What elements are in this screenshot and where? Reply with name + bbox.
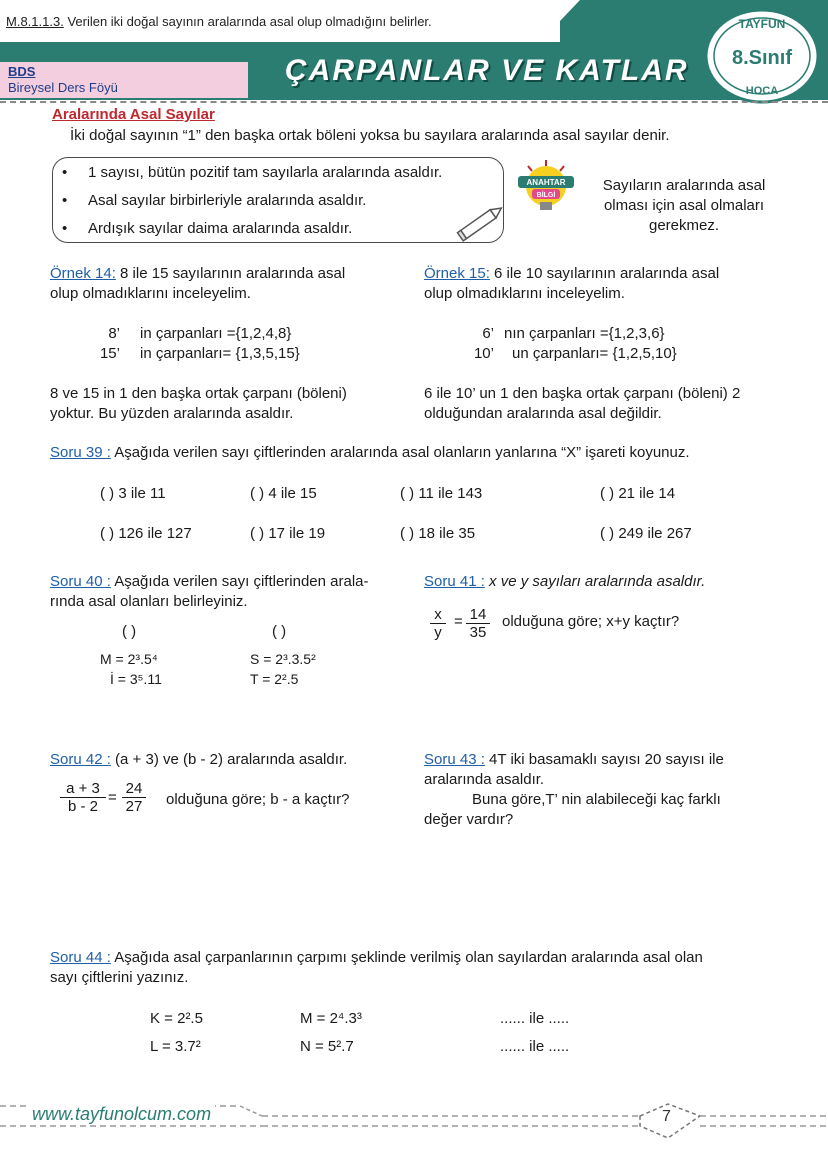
- question-label: Soru 42 :: [50, 751, 111, 768]
- example-label: Örnek 14:: [50, 265, 116, 282]
- question-text: Aşağıda asal çarpanlarının çarpımı şeklinde verilmiş olan sayılardan aralarında asal olan: [110, 949, 703, 966]
- fraction-num: 24: [122, 780, 146, 798]
- question-text: x ve y sayıları aralarında asaldır.: [484, 573, 706, 590]
- answer-blank[interactable]: ...... ile .....: [500, 1010, 570, 1027]
- question-text: Aşağıda verilen sayı çiftlerinden arala-: [110, 573, 369, 590]
- pair-checkbox[interactable]: ( ) 249 ile 267: [600, 525, 692, 542]
- note-1: 1 sayısı, bütün pozitif tam sayılarla aralarında asaldır.: [88, 164, 443, 181]
- badge-main: 8.Sınıf: [731, 47, 793, 69]
- definition: İki doğal sayının “1” den başka ortak böleni yoksa bu sayılara aralarında asal sayılar denir.: [70, 127, 670, 144]
- conclusion-line: yoktur. Bu yüzden aralarında asaldır.: [50, 405, 294, 422]
- pair-checkbox[interactable]: ( ) 17 ile 19: [250, 525, 326, 542]
- key-info: [584, 176, 784, 236]
- answer-paren[interactable]: ( ): [272, 623, 287, 640]
- fraction-den: b - 2: [67, 798, 98, 815]
- example-row-text: un çarpanları= {1,2,5,10}: [512, 345, 677, 362]
- example-row-num: 10’: [473, 345, 494, 362]
- key-info-line: gerekmez.: [648, 217, 720, 234]
- note-2: Asal sayılar birbirleriyle aralarında asaldır.: [88, 192, 367, 209]
- example-row-text: in çarpanları= {1,3,5,15}: [140, 345, 300, 362]
- section-title: Aralarında Asal Sayılar: [52, 106, 215, 123]
- question-text: değer vardır?: [424, 811, 514, 828]
- expr-i: İ = 3⁵.11: [110, 671, 162, 687]
- fraction-x: [430, 606, 446, 641]
- soru-41: [424, 572, 705, 592]
- question-text: Aşağıda verilen sayı çiftlerinden aralarında asal olanların yanlarına “X” işareti koyunuz.: [110, 444, 690, 461]
- question-text: rında asal olanları belirleyiniz.: [50, 593, 248, 610]
- example-15: [424, 264, 719, 304]
- pair-checkbox[interactable]: ( ) 3 ile 11: [100, 485, 166, 502]
- question-text: Buna göre,T’ nin alabileceği kaç farklı: [472, 791, 721, 808]
- expr-n: N = 5².7: [300, 1038, 354, 1055]
- fraction-den: 35: [469, 624, 487, 641]
- question-label: Soru 41 :: [424, 573, 485, 590]
- page-number: 7: [662, 1108, 671, 1125]
- objective: [6, 14, 432, 29]
- fraction-num: a + 3: [60, 780, 106, 798]
- note-bullet-icon: •: [62, 220, 68, 237]
- question-label: Soru 44 :: [50, 949, 111, 966]
- key-badge-line2: BİLGİ: [536, 192, 556, 199]
- fraction-14-35: [466, 606, 490, 641]
- pair-checkbox[interactable]: ( ) 21 ile 14: [600, 485, 676, 502]
- conclusion-line: 8 ve 15 in 1 den başka ortak çarpanı (böleni): [50, 385, 347, 402]
- question-text: 4T iki basamaklı sayısı 20 sayısı ile: [484, 751, 724, 768]
- example-row-num: 8’: [108, 325, 120, 342]
- key-info-line: Sayıların aralarında asal: [602, 177, 766, 194]
- example-text: olup olmadıklarını inceleyelim.: [424, 285, 625, 302]
- fraction-ab: [60, 780, 106, 815]
- answer-paren[interactable]: ( ): [122, 623, 137, 640]
- question-label: Soru 43 :: [424, 751, 485, 768]
- bds-label: BDS: [8, 64, 36, 79]
- expr-m: M = 2⁴.3³: [300, 1010, 362, 1027]
- note-bullet-icon: •: [62, 164, 68, 181]
- class-badge-icon: [702, 6, 822, 106]
- footer-website[interactable]: www.tayfunolcum.com: [28, 1104, 215, 1125]
- example-conclusion: [50, 384, 347, 424]
- expr-l: L = 3.7²: [150, 1038, 201, 1055]
- question-text: aralarında asaldır.: [424, 771, 545, 788]
- answer-blank[interactable]: ...... ile .....: [500, 1038, 570, 1055]
- example-row-num: 15’: [99, 345, 120, 362]
- fraction-den: 27: [125, 798, 143, 815]
- pair-checkbox[interactable]: ( ) 11 ile 143: [400, 485, 483, 502]
- question-text: olduğuna göre; b - a kaçtır?: [166, 791, 350, 808]
- example-text: 8 ile 15 sayılarının aralarında asal: [115, 265, 346, 282]
- pair-checkbox[interactable]: ( ) 126 ile 127: [100, 525, 192, 542]
- objective-text: Verilen iki doğal sayının aralarında asal olup olmadığını belirler.: [67, 14, 432, 29]
- bds-subtitle: Bireysel Ders Föyü: [8, 80, 118, 95]
- badge-top: TAYFUN: [738, 17, 786, 31]
- soru-39: [50, 443, 690, 463]
- header-divider: [0, 101, 828, 103]
- example-text: 6 ile 10 sayılarının aralarında asal: [489, 265, 720, 282]
- fraction-den: y: [434, 624, 442, 641]
- question-label: Soru 39 :: [50, 444, 111, 461]
- pencil-icon: [452, 200, 508, 246]
- objective-code: M.8.1.1.3.: [6, 14, 64, 29]
- objective-bar-slant: [540, 0, 580, 42]
- conclusion-line: olduğundan aralarında asal değildir.: [424, 405, 662, 422]
- question-text: olduğuna göre; x+y kaçtır?: [502, 613, 680, 630]
- note-bullet-icon: •: [62, 192, 68, 209]
- key-info-line: olması için asal olmaları: [603, 197, 765, 214]
- fraction-24-27: [122, 780, 146, 815]
- question-text: (a + 3) ve (b - 2) aralarında asaldır.: [110, 751, 348, 768]
- example-row-text: in çarpanları ={1,2,4,8}: [140, 325, 292, 342]
- expr-k: K = 2².5: [150, 1010, 203, 1027]
- note-3: Ardışık sayılar daima aralarında asaldır.: [88, 220, 353, 237]
- soru-40: [50, 572, 369, 612]
- equals: =: [108, 789, 117, 806]
- example-conclusion: [424, 384, 740, 424]
- page-title: ÇARPANLAR VE KATLAR: [285, 54, 689, 87]
- fraction-num: 14: [466, 606, 490, 624]
- soru-43: [424, 750, 724, 830]
- equals: =: [454, 613, 463, 630]
- fraction-num: x: [430, 606, 446, 624]
- pair-checkbox[interactable]: ( ) 4 ile 15: [250, 485, 317, 502]
- question-text: sayı çiftlerini yazınız.: [50, 969, 189, 986]
- example-row-text: nın çarpanları ={1,2,3,6}: [504, 325, 665, 342]
- soru-44: [50, 948, 703, 988]
- conclusion-line: 6 ile 10’ un 1 den başka ortak çarpanı (böleni) 2: [424, 385, 741, 402]
- example-14: [50, 264, 345, 304]
- expr-s: S = 2³.3.5²: [250, 651, 316, 667]
- question-label: Soru 40 :: [50, 573, 111, 590]
- example-label: Örnek 15:: [424, 265, 490, 282]
- soru-42: [50, 750, 347, 770]
- badge-bottom: HOCA: [745, 85, 779, 97]
- key-badge-line1: ANAHTAR: [526, 178, 566, 187]
- example-row-num: 6’: [482, 325, 494, 342]
- pair-checkbox[interactable]: ( ) 18 ile 35: [400, 525, 476, 542]
- key-info-icon: [514, 158, 578, 214]
- expr-t: T = 2².5: [250, 671, 299, 687]
- example-text: olup olmadıklarını inceleyelim.: [50, 285, 251, 302]
- expr-m: M = 2³.5⁴: [100, 651, 158, 667]
